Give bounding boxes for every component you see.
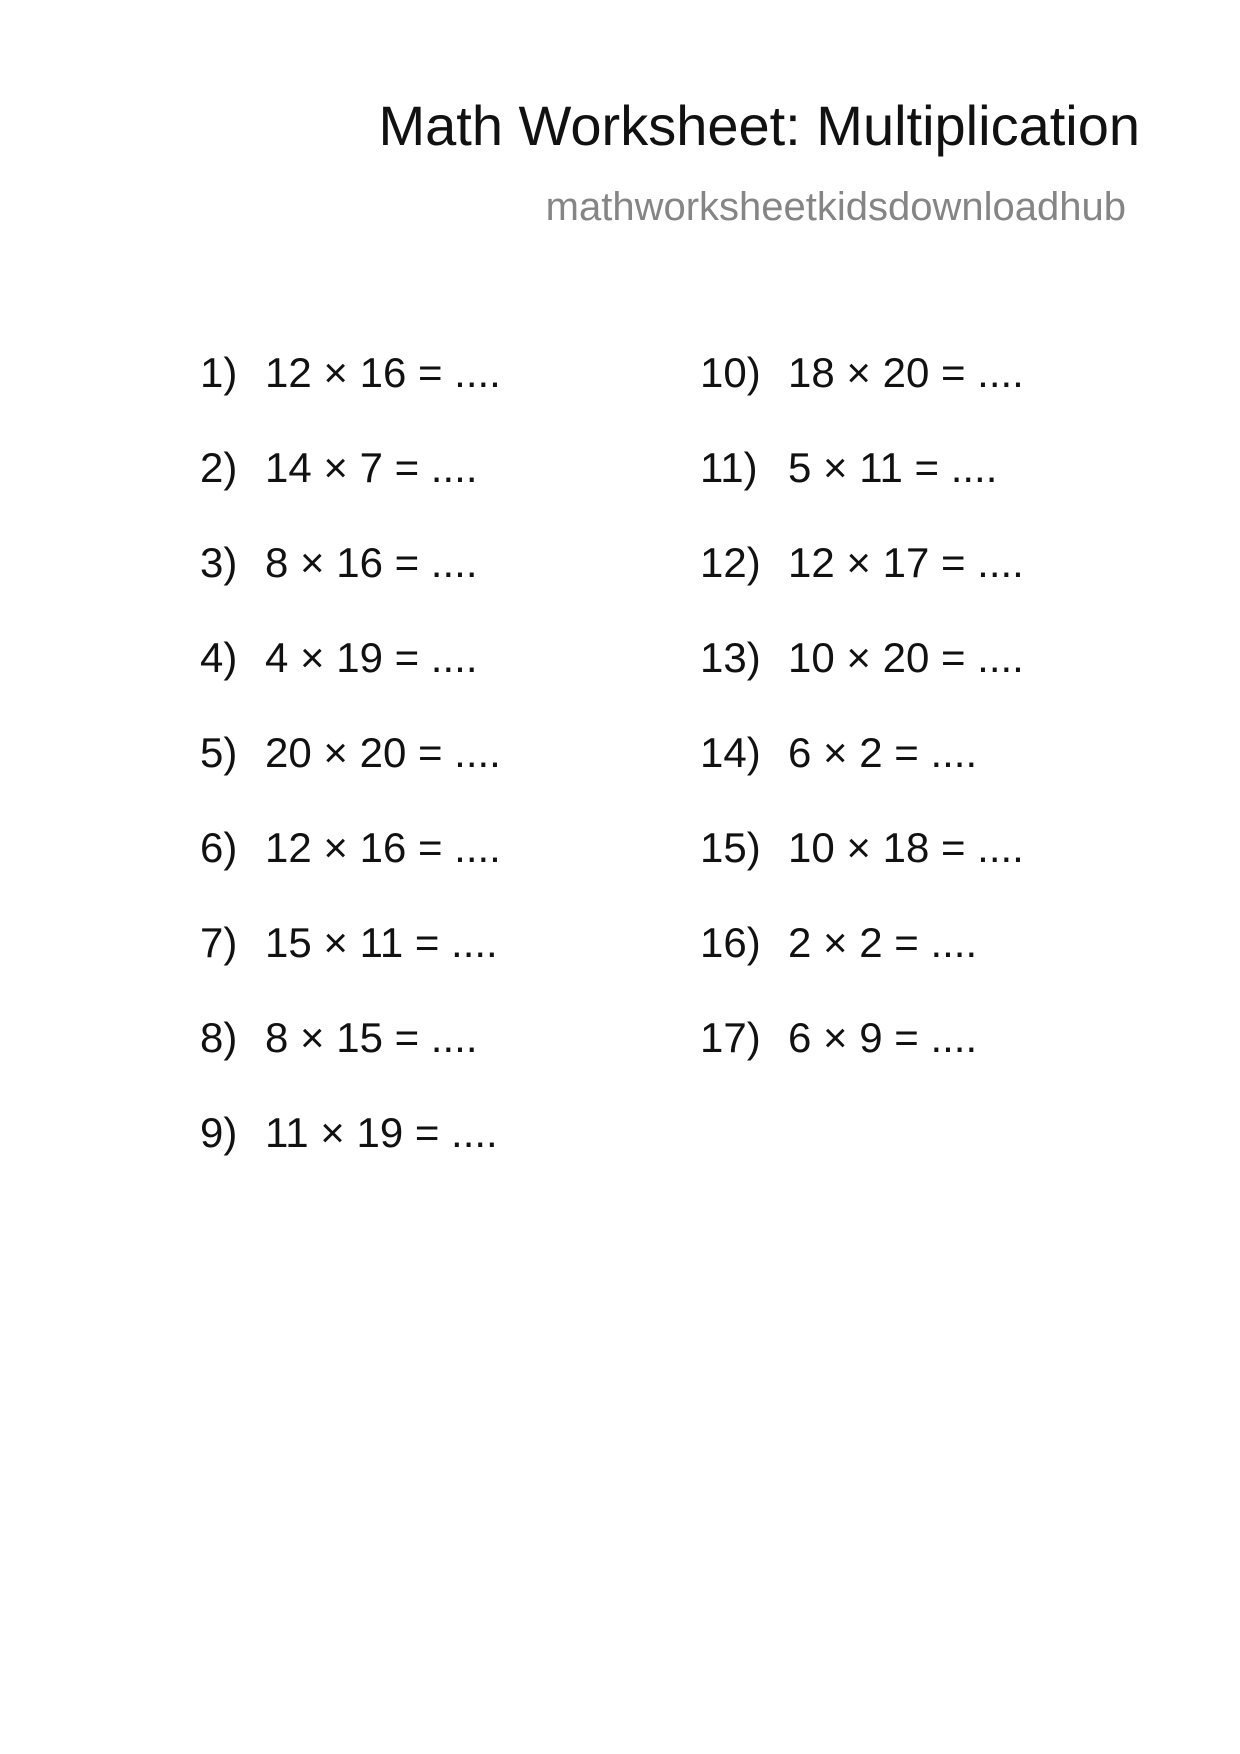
problem-item xyxy=(200,444,478,491)
problem-item xyxy=(200,1014,478,1061)
problem-number: 17) xyxy=(700,1014,761,1061)
problem-expression: 2 × 2 = .... xyxy=(788,919,978,966)
problem-number: 4) xyxy=(200,634,238,681)
problem-expression: 11 × 19 = .... xyxy=(265,1109,498,1156)
problem-number: 13) xyxy=(700,634,761,681)
problem-item xyxy=(700,824,1024,871)
problem-number: 2) xyxy=(200,444,238,491)
problem-expression: 10 × 18 = .... xyxy=(788,824,1024,871)
problem-expression: 8 × 15 = .... xyxy=(265,1014,478,1061)
problem-number: 6) xyxy=(200,824,238,871)
problem-item xyxy=(200,729,501,776)
problem-expression: 10 × 20 = .... xyxy=(788,634,1024,681)
page-title: Math Worksheet: Multiplication xyxy=(378,94,1140,157)
problem-item xyxy=(700,349,1024,396)
problem-number: 7) xyxy=(200,919,238,966)
problem-item xyxy=(700,729,978,776)
problem-number: 1) xyxy=(200,349,238,396)
problem-number: 9) xyxy=(200,1109,238,1156)
problem-number: 14) xyxy=(700,729,761,776)
problem-number: 11) xyxy=(700,444,758,491)
problem-expression: 12 × 16 = .... xyxy=(265,824,501,871)
problem-expression: 14 × 7 = .... xyxy=(265,444,478,491)
problem-expression: 5 × 11 = .... xyxy=(788,444,998,491)
problem-number: 3) xyxy=(200,539,238,586)
problem-item xyxy=(200,539,478,586)
problem-number: 16) xyxy=(700,919,761,966)
problem-number: 10) xyxy=(700,349,761,396)
problem-item xyxy=(700,919,978,966)
problem-expression: 6 × 2 = .... xyxy=(788,729,978,776)
problem-expression: 15 × 11 = .... xyxy=(265,919,498,966)
problem-expression: 6 × 9 = .... xyxy=(788,1014,978,1061)
problem-item xyxy=(200,1109,498,1156)
problem-expression: 20 × 20 = .... xyxy=(265,729,501,776)
problem-item xyxy=(700,444,998,491)
problem-expression: 12 × 16 = .... xyxy=(265,349,501,396)
problem-expression: 8 × 16 = .... xyxy=(265,539,478,586)
problem-item xyxy=(200,919,498,966)
problem-expression: 12 × 17 = .... xyxy=(788,539,1024,586)
problem-item xyxy=(700,539,1024,586)
problem-item xyxy=(200,824,501,871)
problem-number: 12) xyxy=(700,539,761,586)
problem-item xyxy=(700,1014,978,1061)
problem-item xyxy=(700,634,1024,681)
problem-item xyxy=(200,349,501,396)
problem-number: 8) xyxy=(200,1014,238,1061)
page-subtitle: mathworksheetkidsdownloadhub xyxy=(545,185,1126,229)
problem-number: 5) xyxy=(200,729,238,776)
problem-expression: 18 × 20 = .... xyxy=(788,349,1024,396)
problem-item xyxy=(200,634,478,681)
problem-expression: 4 × 19 = .... xyxy=(265,634,478,681)
problem-number: 15) xyxy=(700,824,761,871)
